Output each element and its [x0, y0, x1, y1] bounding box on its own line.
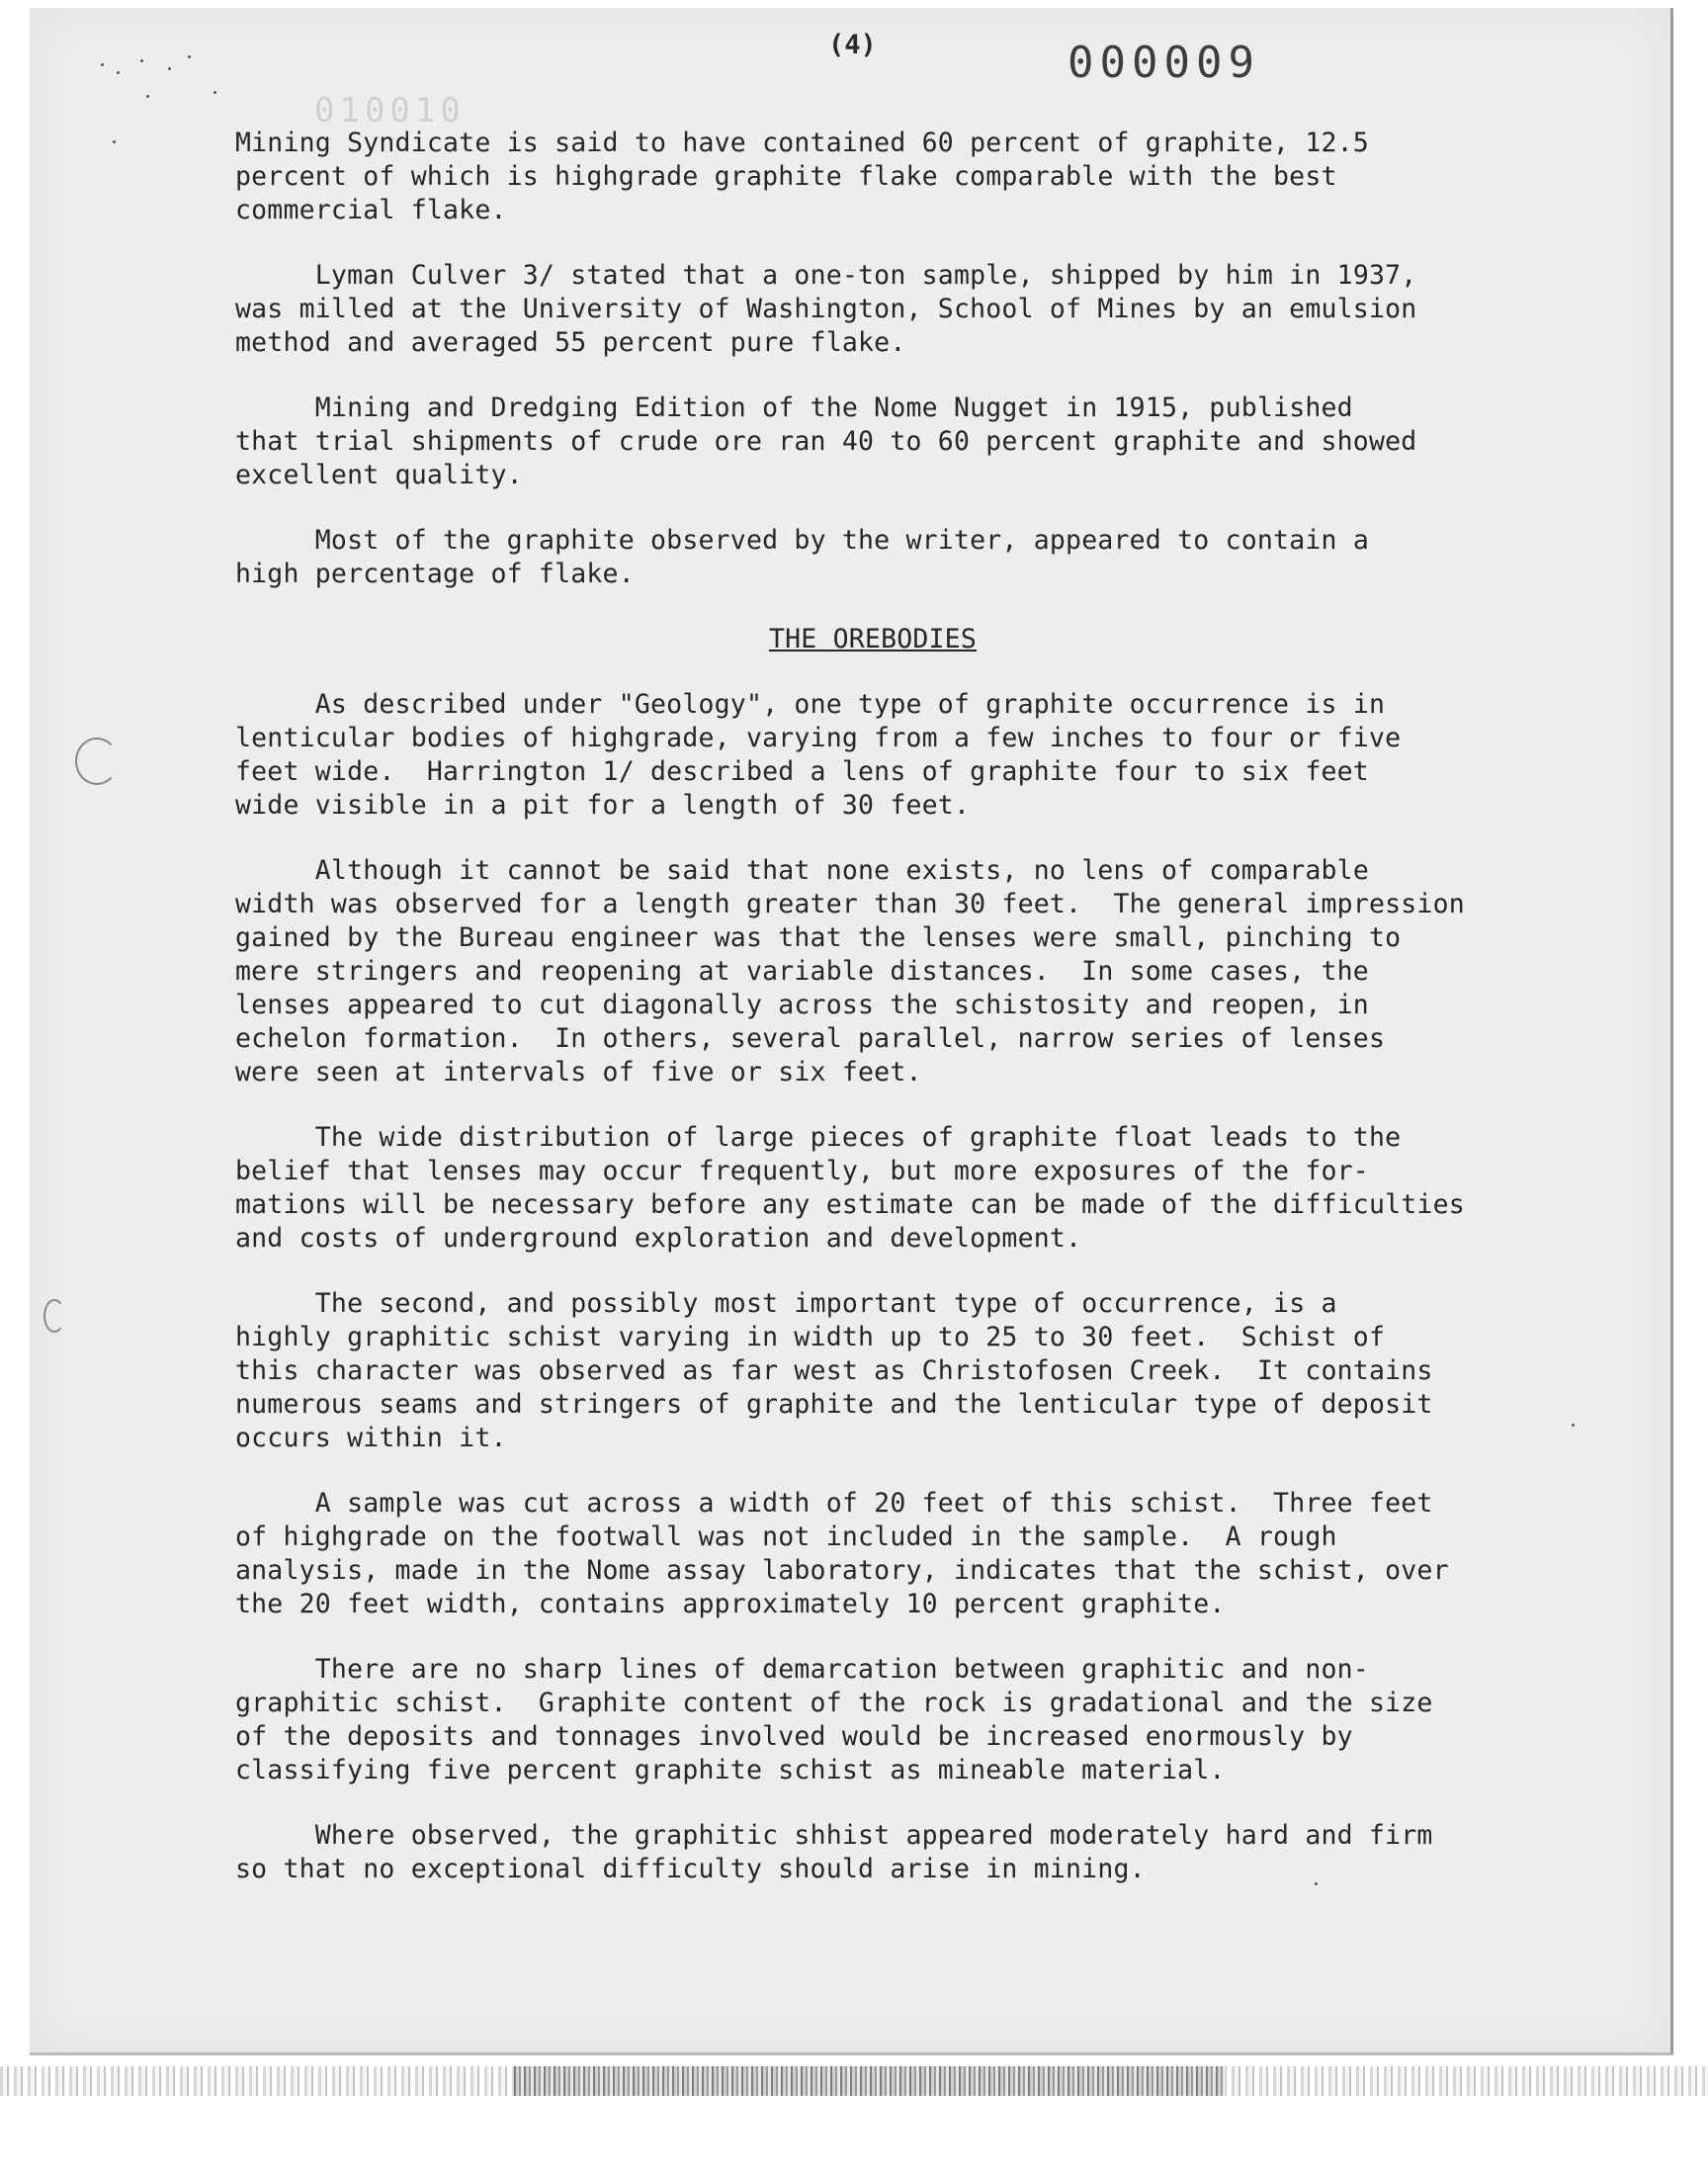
paragraph: The wide distribution of large pieces of graphite float leads to the belief that lenses may occur frequently, but more exposures of the for- mations will be necessary before any estimate can be made of the difficulties and costs of underground exploration and development.	[235, 1122, 1465, 1254]
document-number-stamp: 000009	[1068, 38, 1260, 88]
scan-speck	[1572, 1424, 1575, 1427]
scan-speck	[101, 63, 104, 66]
section-heading: THE OREBODIES	[768, 624, 977, 654]
scanner-edge-band	[514, 2066, 1226, 2096]
bleed-through-number: 010010	[314, 91, 466, 130]
scan-speck	[214, 91, 216, 94]
body-text	[235, 127, 1540, 1918]
scan-speck	[188, 55, 191, 58]
paragraph: As described under "Geology", one type of graphite occurrence is in lenticular bodies of highgrade, varying from a few inches to four or five feet wide. Harrington 1/ described a lens of graphite four to six feet wide visible in a pit for a length of 30 feet.	[235, 689, 1402, 821]
paragraph: Although it cannot be said that none exists, no lens of comparable width was observed for a length greater than 30 feet. The general impression gained by the Bureau engineer was that the lenses were small, pinching to mere stringers and reopening at variable distances. In some cases, the lenses appeared to cut diagonally across the schistosity and reopen, in echelon formation. In others, several parallel, narrow series of lenses were seen at intervals of five or six feet.	[235, 855, 1465, 1088]
scan-speck	[140, 59, 143, 62]
paragraph: Where observed, the graphitic shhist appeared moderately hard and firm so that no exceptional difficulty should arise in mining.	[235, 1820, 1433, 1884]
page-number: (4)	[828, 30, 877, 60]
punch-hole-mark	[43, 1299, 65, 1333]
paragraph: A sample was cut across a width of 20 feet of this schist. Three feet of highgrade on the footwall was not included in the sample. A rough analysis, made in the Nome assay laboratory, indicates that the schist, over the 20 feet width, contains approximately 10 percent graphite.	[235, 1488, 1449, 1619]
paragraph: Mining and Dredging Edition of the Nome Nugget in 1915, published that trial shipments of crude ore ran 40 to 60 percent graphite and showed excellent quality.	[235, 392, 1417, 490]
punch-hole-mark	[75, 738, 119, 785]
paragraph: Mining Syndicate is said to have contained 60 percent of graphite, 12.5 percent of which is highgrade graphite flake comparable with the best commercial flake.	[235, 128, 1369, 225]
scan-speck	[146, 95, 149, 98]
paragraph: Lyman Culver 3/ stated that a one-ton sample, shipped by him in 1937, was milled at the University of Washington, School of Mines by an emulsion method and averaged 55 percent pure flake.	[235, 260, 1417, 358]
scan-speck	[168, 67, 171, 70]
paragraph: There are no sharp lines of demarcation between graphitic and non- graphitic schist. Graphite content of the rock is gradational and the size of the deposits and tonnages involved would be increased enormously by classifying five percent graphite schist as mineable material.	[235, 1654, 1433, 1785]
paragraph: Most of the graphite observed by the writer, appeared to contain a high percentage of flake.	[235, 525, 1369, 589]
scan-speck	[113, 140, 116, 143]
paragraph: The second, and possibly most important type of occurrence, is a highly graphitic schist varying in width up to 25 to 30 feet. Schist of this character was observed as far west as Christofosen Creek. It contains numerous seams and stringers of graphite and the lenticular type of deposit occurs within it.	[235, 1288, 1433, 1453]
scan-speck	[117, 71, 120, 74]
